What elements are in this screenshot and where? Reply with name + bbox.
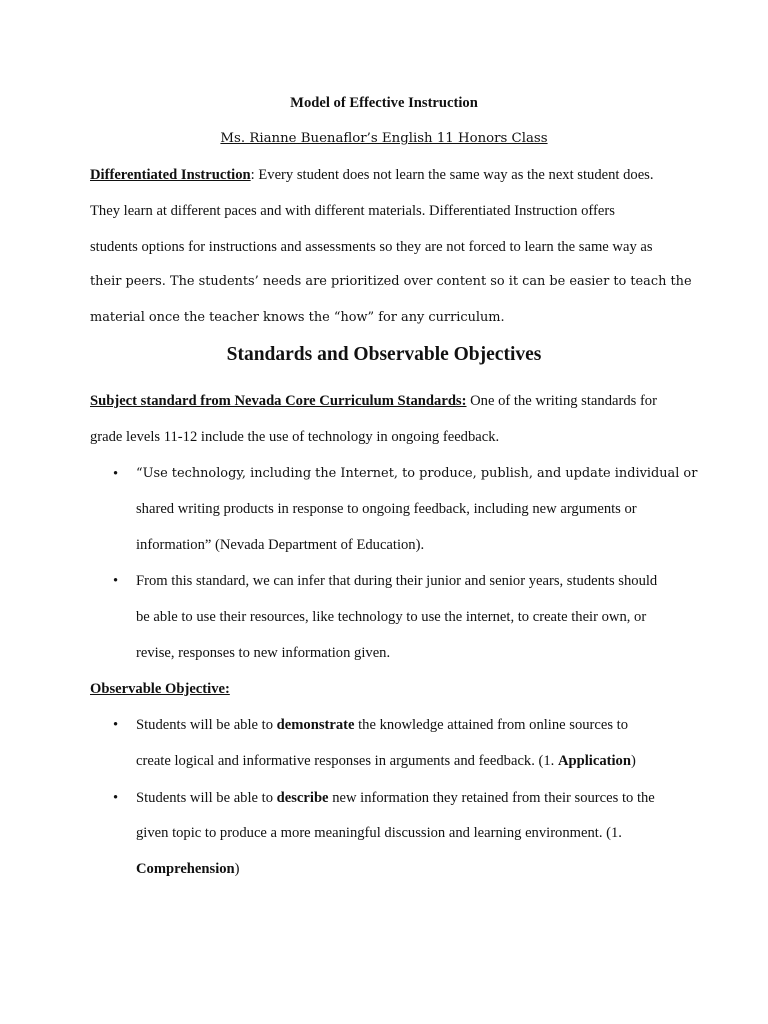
standard-bullet-2-line-2: be able to use their resources, like technology to use the internet, to create their own, or	[136, 609, 647, 625]
objective-2-post: new information they retained from their sources to the	[328, 790, 655, 806]
differentiated-term: Differentiated Instruction	[90, 167, 251, 183]
document-subtitle: Ms. Rianne Buenaflor’s English 11 Honors Class	[220, 131, 548, 146]
objective-2-line3-post: )	[234, 861, 240, 877]
objective-2-pre: Students will be able to	[136, 790, 277, 806]
subject-standard-text-1: One of the writing standards for	[466, 393, 657, 409]
observable-objective-label: Observable Objective:	[90, 681, 230, 697]
objective-bullet-1-line-2	[136, 752, 636, 770]
section-heading: Standards and Observable Objectives	[226, 344, 542, 365]
objective-1-line2-post: )	[630, 753, 636, 769]
objective-1-line2-pre: create logical and informative responses in arguments and feedback. (1.	[136, 753, 558, 769]
differentiated-line-2: They learn at different paces and with different materials. Differentiated Instruction offers	[90, 203, 615, 219]
differentiated-line-1	[90, 166, 654, 184]
bullet-icon: •	[113, 717, 119, 733]
objective-bullet-1-line-1	[136, 716, 628, 734]
objective-1-post: the knowledge attained from online sources to	[354, 717, 629, 733]
differentiated-text-1: : Every student does not learn the same way as the next student does.	[250, 167, 654, 183]
standard-bullet-1-line-3: information” (Nevada Department of Education).	[136, 537, 425, 553]
bullet-icon: •	[113, 466, 119, 482]
differentiated-line-5: material once the teacher knows the “how” for any curriculum.	[90, 310, 505, 325]
standard-bullet-1-line-2: shared writing products in response to ongoing feedback, including new arguments or	[136, 501, 637, 517]
differentiated-line-4: their peers. The students’ needs are prioritized over content so it can be easier to teach the	[90, 274, 692, 289]
objective-2-level: Comprehension	[136, 861, 235, 877]
objective-bullet-2-line-3	[136, 860, 240, 878]
standard-bullet-2-line-1: From this standard, we can infer that during their junior and senior years, students should	[136, 573, 658, 589]
subject-standard-line-1	[90, 392, 657, 410]
bullet-icon: •	[113, 573, 119, 589]
objective-2-verb: describe	[276, 790, 329, 806]
document-title: Model of Effective Instruction	[290, 95, 478, 111]
bullet-icon: •	[113, 790, 119, 806]
objective-bullet-2-line-2: given topic to produce a more meaningful discussion and learning environment. (1.	[136, 825, 622, 841]
objective-1-pre: Students will be able to	[136, 717, 277, 733]
subject-standard-line-2: grade levels 11-12 include the use of technology in ongoing feedback.	[90, 429, 500, 445]
objective-1-level: Application	[557, 753, 631, 769]
objective-bullet-2-line-1	[136, 789, 655, 807]
standard-bullet-1-line-1: “Use technology, including the Internet, to produce, publish, and update individual or	[136, 466, 698, 481]
objective-1-verb: demonstrate	[276, 717, 355, 733]
differentiated-line-3: students options for instructions and assessments so they are not forced to learn the same way as	[90, 239, 653, 255]
standard-bullet-2-line-3: revise, responses to new information given.	[136, 645, 391, 661]
subject-standard-label: Subject standard from Nevada Core Curriculum Standards:	[90, 393, 467, 409]
